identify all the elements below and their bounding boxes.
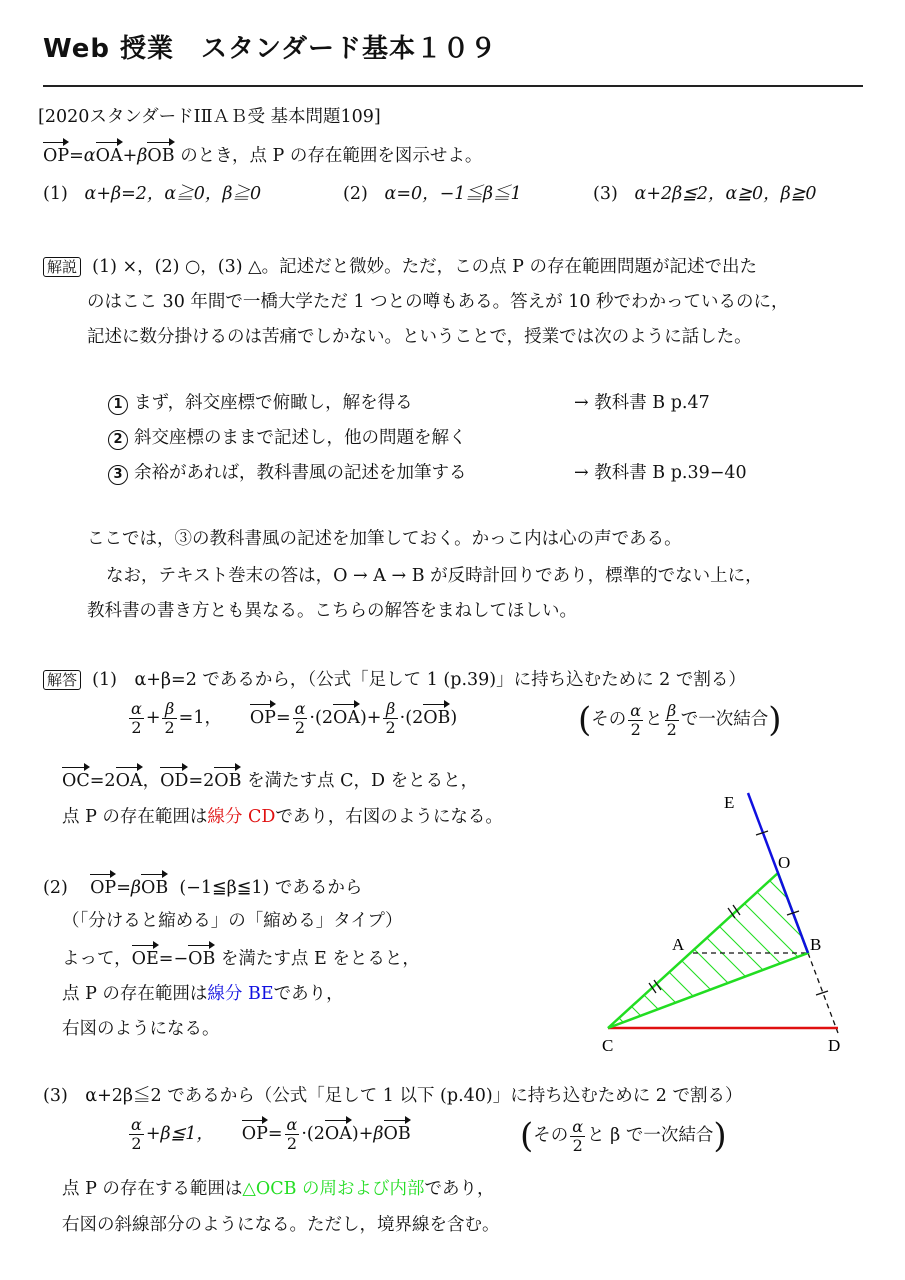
vector-oa: OA [325,1118,352,1144]
commentary-text-1: (1) ×，(2) ○，(3) △。記述だと微妙。ただ，この点 P の存在範囲問題が記述で出た [92,257,758,277]
answer-2-line-3: よって，OE=−OB を満たす点 E をとると， [62,943,420,970]
step-3-reference: → 教科書 B p.39−40 [574,463,747,483]
segment-be-label: 線分 BE [207,984,274,1004]
frac-alpha-2: $\frac{\alpha}{2}$ [286,1115,298,1153]
vector-ob: OB [188,943,215,969]
commentary-badge: 解説 [43,257,81,277]
commentary-para-2a: なお，テキスト巻末の答は，O → A → B が反時計回りであり，標準的でない上に， [106,566,763,586]
frac-alpha-2: $\frac{\alpha}{2}$ [294,699,306,737]
frac-alpha-2: $\frac{\alpha}{2}$ [131,699,142,737]
step-3 [108,459,467,485]
vector-ob: OB [147,140,174,166]
point-label-d: D [828,1036,841,1055]
frac-alpha-2: $\frac{\alpha}{2}$ [572,1116,584,1155]
step-number: 2 [108,430,128,450]
vector-oc: OC [62,765,90,791]
answer-3-heading: (3) α+2β≦2 であるから（公式「足して 1 以下 (p.40)」に持ち込むために 2 で割る） [43,1086,743,1106]
answer-3-line-4: 右図の斜線部分のようになる。ただし，境界線を含む。 [62,1215,500,1235]
step-text: 余裕があれば，教科書風の記述を加筆する [134,463,467,483]
q1-label: (1) [43,184,68,204]
statement-tail: のとき，点 P の存在範囲を図示せよ。 [180,146,483,166]
vector-figure [590,785,870,1065]
vector-oa: OA [116,765,143,791]
segment-cd-label: 線分 CD [207,807,276,827]
answer-3-note: (その $\frac{\alpha}{2}$ と β で一次結合) [520,1116,727,1156]
vector-ob: OB [384,1118,411,1144]
commentary-para-1: ここでは，③の教科書風の記述を加筆しておく。かっこ内は心の声である。 [87,529,682,549]
vector-oa: OA [96,140,123,166]
point-label-e: E [724,793,735,812]
page-title: Web 授業 スタンダード基本１０９ [43,34,498,64]
vector-op: OP [43,140,69,166]
commentary-para-2b: 教科書の書き方とも異なる。こちらの解答をまねしてほしい。 [87,601,577,621]
commentary-line-1 [43,253,757,278]
answer-1-equation: $\frac{\alpha}{2}$ + $\frac{\beta}{2}$ =1， OP= $\frac{\alpha}{2}$ ·(2OA)+ $\frac{\beta}{2}$ ·(2OB) [131,699,458,737]
vector-ob: OB [214,765,241,791]
answer-2-line-5: 右図のようになる。 [62,1019,220,1039]
q2-label: (2) [343,184,368,204]
frac-alpha-2: $\frac{\alpha}{2}$ [131,1115,142,1153]
step-number: 3 [108,465,128,485]
q3-condition: α+2β≦2，α≧0，β≧0 [634,184,817,204]
answer-badge: 解答 [43,670,81,690]
point-label-o: O [778,853,791,872]
vector-ob: OB [141,872,168,898]
problem-statement: OP=αOA+βOB のとき，点 P の存在範囲を図示せよ。 [43,140,482,167]
triangle-ocb [608,873,808,1028]
title-divider [43,85,863,87]
problem-source: [2020スタンダードⅠⅡＡＢ受 基本問題109] [38,107,381,127]
triangle-region-label: △OCB の周および内部 [242,1179,425,1199]
answer-1-note: (その $\frac{\alpha}{2}$ と $\frac{\beta}{2}$ で一次結合) [578,700,782,740]
point-label-a: A [672,935,685,954]
step-1-reference: → 教科書 B p.47 [574,393,710,413]
vector-oe: OE [132,943,159,969]
answer-1-line-3: OC=2OA，OD=2OB を満たす点 C，D をとると， [62,765,478,792]
question-2 [343,180,522,205]
q2-condition: α=0，−1≦β≦1 [384,184,522,204]
answer-1-head-text: (1) α+β=2 であるから，（公式「足して 1 (p.39)」に持ち込むために 2 で割る） [92,670,746,690]
answer-1-heading [43,666,746,691]
vector-op: OP [90,872,116,898]
step-number: 1 [108,395,128,415]
answer-1-line-4: 点 P の存在範囲は線分 CDであり，右図のようになる。 [62,807,503,827]
step-text: まず，斜交座標で俯瞰し，解を得る [134,393,413,413]
frac-beta-2: $\frac{\beta}{2}$ [164,699,175,737]
vector-ob: OB [423,702,450,728]
vector-op: OP [250,702,276,728]
question-3 [593,180,817,205]
hatch-region [590,785,870,1065]
frac-beta-2: $\frac{\beta}{2}$ [666,700,677,739]
vector-op: OP [242,1118,268,1144]
step-text: 斜交座標のままで記述し，他の問題を解く [134,428,467,448]
answer-2-heading: (2) OP=βOB (−1≦β≦1) であるから [43,872,362,899]
answer-3-equation: $\frac{\alpha}{2}$ +β≦1， OP= $\frac{\alpha}{2}$ ·(2OA)+βOB [131,1115,411,1153]
tick-bd [816,991,828,995]
commentary-line-3: 記述に数分掛けるのは苦痛でしかない。ということで，授業では次のように話した。 [87,327,752,347]
q1-condition: α+β=2，α≧0，β≧0 [84,184,262,204]
commentary-line-2: のはここ 30 年間で一橋大学ただ 1 つとの噂もある。答えが 10 秒でわかっているのに， [87,292,789,312]
answer-3-line-3: 点 P の存在する範囲は△OCB の周および内部であり， [62,1179,495,1199]
frac-beta-2: $\frac{\beta}{2}$ [385,699,396,737]
point-label-c: C [602,1036,614,1055]
point-label-b: B [810,935,822,954]
vector-oa: OA [333,702,360,728]
vector-od: OD [160,765,188,791]
answer-2-type: （「分けると縮める」の「縮める」タイプ） [62,911,403,931]
segment-be [748,793,808,953]
step-2 [108,424,467,450]
step-1 [108,389,413,415]
q3-label: (3) [593,184,618,204]
question-1 [43,180,261,205]
answer-2-line-4: 点 P の存在範囲は線分 BEであり， [62,984,344,1004]
frac-alpha-2: $\frac{\alpha}{2}$ [630,700,642,739]
